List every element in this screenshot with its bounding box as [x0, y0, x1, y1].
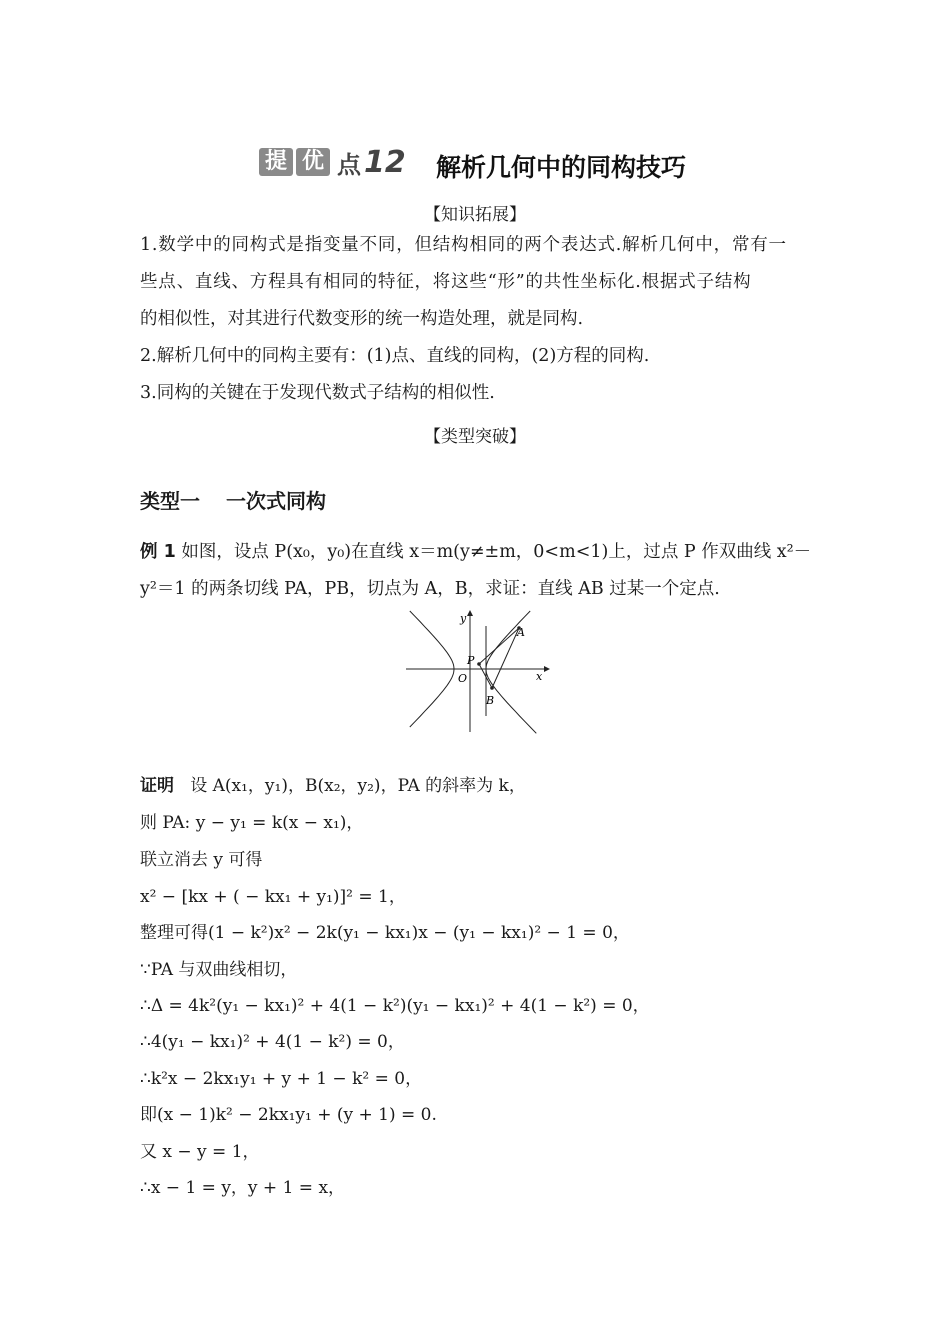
point-a-label: A [517, 626, 525, 639]
proof-line: ∴k²x − 2kx₁y₁ + y + 1 − k² = 0， [140, 1069, 423, 1089]
badge-number: 12 [364, 144, 406, 180]
origin-label: O [458, 672, 468, 685]
example-text-2: y²＝1 的两条切线 PA，PB，切点为 A，B，求证：直线 AB 过某一个定点. [140, 579, 720, 599]
y-axis-arrow [467, 610, 473, 616]
knowledge-line: 的相似性，对其进行代数变形的统一构造处理，就是同构. [140, 309, 584, 329]
knowledge-body [140, 227, 820, 412]
types-heading: 【类型突破】 [424, 427, 526, 447]
example-text-1: 如图，设点 P(x₀，y₀)在直线 x＝m(y≠±m，0<m<1)上，过点 P 作双曲线 x²－ [181, 542, 812, 562]
type-one-title: 一次式同构 [226, 489, 326, 513]
hyperbola-figure [404, 608, 550, 736]
section-badge [259, 146, 406, 178]
example-label: 例 1 [140, 542, 176, 562]
y-axis-label: y [460, 612, 467, 625]
proof-text: 设 A(x₁，y₁)，B(x₂，y₂)，PA 的斜率为 k， [190, 776, 526, 796]
proof-line: ∴x − 1 = y，y + 1 = x， [140, 1178, 346, 1198]
hyperbola-right-branch [486, 611, 536, 733]
point-p-dot [477, 662, 481, 666]
proof-line: ∴Δ = 4k²(y₁ − kx₁)² + 4(1 − k²)(y₁ − kx₁)² + 4(1 − k²) = 0， [140, 996, 650, 1016]
type-one-heading [140, 485, 326, 514]
knowledge-line: 2.解析几何中的同构主要有：(1)点、直线的同构，(2)方程的同构. [140, 346, 650, 366]
badge-char-2: 优 [296, 148, 330, 176]
knowledge-line: 些点、直线、方程具有相同的特征，将这些“形”的共性坐标化.根据式子结构 [140, 272, 752, 292]
proof-line [140, 771, 526, 796]
x-axis-label: x [536, 670, 543, 683]
proof-line: 即(x − 1)k² − 2kx₁y₁ + (y + 1) = 0. [140, 1105, 437, 1125]
title-row [0, 142, 950, 182]
point-b-label: B [486, 694, 495, 707]
badge-word: 点 [337, 150, 361, 179]
proof-line: ∴4(y₁ − kx₁)² + 4(1 − k²) = 0， [140, 1032, 405, 1052]
knowledge-heading: 【知识拓展】 [424, 205, 526, 225]
knowledge-line: 3.同构的关键在于发现代数式子结构的相似性. [140, 383, 495, 403]
proof-label: 证明 [140, 776, 174, 796]
proof-line: 则 PA: y − y₁ = k(x − x₁)， [140, 813, 364, 833]
type-one-label: 类型一 [140, 489, 200, 513]
example-line-2 [140, 575, 720, 600]
example-line-1 [140, 538, 811, 563]
point-p-label: P [467, 654, 475, 667]
proof-line: x² − [kx + ( − kx₁ + y₁)]² = 1， [140, 887, 406, 907]
badge-char-1: 提 [259, 148, 293, 176]
proof-line: 整理可得(1 − k²)x² − 2k(y₁ − kx₁)x − (y₁ − kx₁)² − 1 = 0， [140, 923, 630, 943]
point-b-dot [490, 686, 494, 690]
tangent-pa [479, 628, 519, 664]
page-title: 解析几何中的同构技巧 [436, 153, 687, 182]
proof-line: 又 x − y = 1， [140, 1142, 260, 1162]
proof-line: 联立消去 y 可得 [140, 850, 263, 870]
x-axis-arrow [544, 666, 550, 672]
proof-line: ∵PA 与双曲线相切， [140, 960, 298, 980]
knowledge-line: 1.数学中的同构式是指变量不同，但结构相同的两个表达式.解析几何中，常有一 [140, 235, 787, 255]
